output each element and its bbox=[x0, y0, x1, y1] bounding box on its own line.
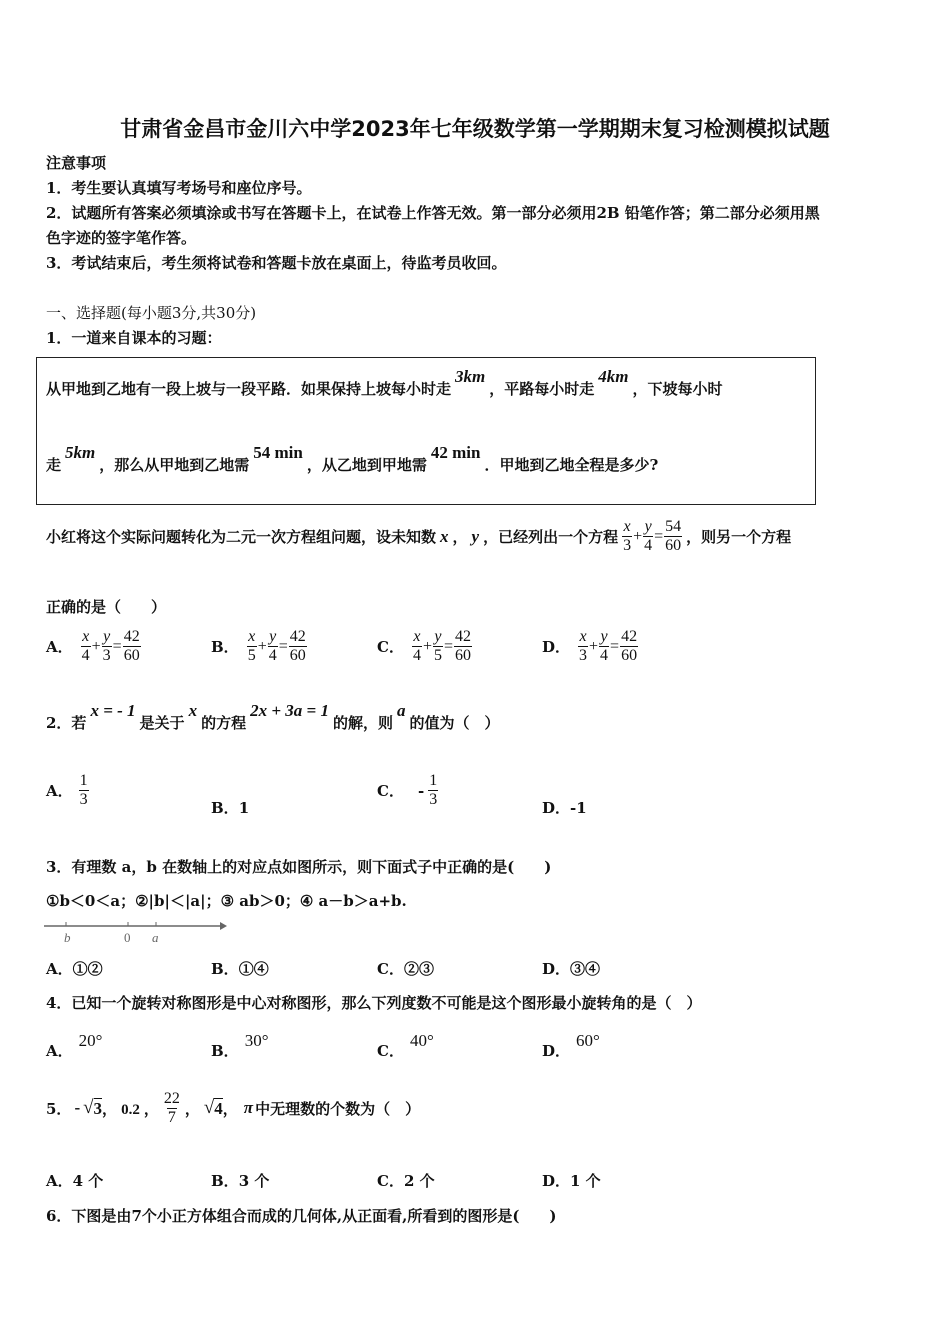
numerator: y bbox=[644, 518, 652, 535]
q3-option-a[interactable] bbox=[46, 958, 103, 979]
q2-option-a[interactable] bbox=[46, 772, 89, 809]
q1-option-d[interactable] bbox=[542, 628, 638, 665]
option-text: 3 个 bbox=[238, 1172, 270, 1190]
denominator: 60 bbox=[665, 537, 682, 554]
option-text: 20° bbox=[78, 1031, 103, 1050]
option-label: A． bbox=[46, 1042, 73, 1060]
equals: = bbox=[443, 637, 454, 655]
fraction bbox=[454, 628, 472, 665]
numerator: y bbox=[269, 628, 277, 645]
math: 2x + 3a = 1 bbox=[250, 701, 329, 720]
numerator: 42 bbox=[123, 628, 140, 645]
exam-title: 甘肃省金昌市金川六中学2023年七年级数学第一学期期末复习检测模拟试题 bbox=[120, 117, 830, 141]
denominator: 60 bbox=[123, 647, 140, 664]
q1-box-line1 bbox=[46, 367, 723, 399]
option-label: A． bbox=[46, 638, 73, 656]
equals: = bbox=[610, 637, 620, 655]
option-text: ③④ bbox=[570, 960, 601, 978]
q2-option-b[interactable] bbox=[211, 797, 249, 818]
time-ba: 42 min bbox=[430, 443, 481, 462]
q4-option-b[interactable] bbox=[211, 1031, 269, 1061]
equals: = bbox=[278, 637, 288, 655]
option-text: ①② bbox=[72, 960, 103, 978]
text: 的方程 bbox=[201, 714, 247, 732]
q1-option-b[interactable] bbox=[211, 628, 307, 665]
option-label: D． bbox=[542, 1172, 571, 1190]
q4-option-c[interactable] bbox=[377, 1031, 434, 1061]
option-label: D． bbox=[542, 960, 571, 978]
question-number: 5． bbox=[46, 1099, 72, 1118]
numerator: 42 bbox=[455, 628, 472, 645]
var-x: x bbox=[440, 526, 449, 546]
fraction bbox=[643, 518, 653, 555]
pi-symbol: π bbox=[243, 1098, 254, 1117]
denominator: 4 bbox=[600, 647, 609, 664]
option-label: B． bbox=[211, 1042, 239, 1060]
fraction bbox=[268, 628, 278, 665]
plus: + bbox=[422, 637, 432, 655]
option-label: D． bbox=[542, 799, 571, 817]
option-label: D． bbox=[542, 1042, 571, 1060]
q5-stem bbox=[46, 1086, 420, 1130]
section-heading: 一、选择题(每小题3分,共30分) bbox=[46, 304, 257, 322]
comma: ， bbox=[143, 1099, 159, 1118]
fraction bbox=[578, 628, 588, 665]
q5-option-d[interactable] bbox=[542, 1170, 601, 1191]
denominator: 5 bbox=[433, 647, 442, 664]
numerator: x bbox=[248, 628, 256, 645]
text: 小红将这个实际问题转化为二元一次方程组问题，设未知数 bbox=[46, 528, 437, 546]
q3-option-b[interactable] bbox=[211, 958, 269, 979]
text: ．甲地到乙地全程是多少? bbox=[484, 456, 659, 474]
q5-option-a[interactable] bbox=[46, 1170, 103, 1191]
speed-up: 3km bbox=[455, 367, 486, 386]
fraction bbox=[664, 518, 682, 555]
fraction bbox=[620, 628, 638, 665]
q5-option-c[interactable] bbox=[377, 1170, 435, 1191]
text: ，则另一个方程 bbox=[686, 528, 792, 546]
denominator: 60 bbox=[289, 647, 306, 664]
option-label: C． bbox=[377, 1042, 404, 1060]
minus-sign: - bbox=[74, 1098, 81, 1117]
fraction bbox=[412, 628, 422, 665]
denominator: 4 bbox=[412, 647, 421, 664]
denominator: 3 bbox=[623, 537, 632, 554]
option-text: 30° bbox=[244, 1031, 269, 1050]
q3-stem: 3．有理数 a，b 在数轴上的对应点如图所示，则下面式子中正确的是( ) bbox=[46, 858, 552, 876]
plus: + bbox=[589, 637, 599, 655]
option-text: 2 个 bbox=[403, 1172, 435, 1190]
text: ， bbox=[452, 528, 468, 546]
numerator: y bbox=[434, 628, 442, 645]
fraction bbox=[81, 628, 91, 665]
numerator: y bbox=[600, 628, 608, 645]
denominator: 60 bbox=[621, 647, 638, 664]
equation bbox=[578, 628, 638, 665]
fraction bbox=[599, 628, 609, 665]
given-equation bbox=[622, 518, 682, 555]
option-text: 1 个 bbox=[570, 1172, 601, 1190]
denominator: 3 bbox=[79, 791, 88, 808]
numerator: 42 bbox=[621, 628, 638, 645]
option-label: A． bbox=[46, 782, 73, 800]
fraction bbox=[428, 772, 438, 809]
numerator: 1 bbox=[429, 772, 438, 789]
option-label: C． bbox=[377, 638, 404, 656]
text: 走 bbox=[46, 456, 62, 474]
q6-stem: 6．下图是由7个小正方体组合而成的几何体,从正面看,所看到的图形是( ) bbox=[46, 1207, 557, 1225]
option-label: C． bbox=[377, 1172, 404, 1190]
option-label: A． bbox=[46, 1172, 73, 1190]
q1-stem: 1．一道来自课本的习题： bbox=[46, 329, 222, 347]
plus: + bbox=[91, 637, 101, 655]
notice-heading: 注意事项 bbox=[46, 154, 107, 172]
math: a bbox=[396, 701, 406, 720]
numerator: x bbox=[82, 628, 90, 645]
text: 2．若 bbox=[46, 714, 87, 732]
notice-item: 3．考试结束后，考生须将试卷和答题卡放在桌面上，待监考员收回。 bbox=[46, 254, 507, 272]
q2-stem bbox=[46, 701, 500, 733]
q1-option-c[interactable] bbox=[377, 628, 472, 665]
denominator: 3 bbox=[102, 647, 111, 664]
q1-box-line2 bbox=[46, 443, 659, 475]
option-text: ①④ bbox=[238, 960, 269, 978]
fraction bbox=[123, 628, 141, 665]
q1-line1 bbox=[46, 518, 791, 555]
numerator: x bbox=[579, 628, 587, 645]
radicand: 3 bbox=[93, 1098, 103, 1118]
option-label: B． bbox=[211, 1172, 239, 1190]
number-line bbox=[44, 918, 228, 944]
fraction bbox=[163, 1090, 181, 1127]
q4-stem: 4．已知一个旋转对称图形是中心对称图形，那么下列度数不可能是这个图形最小旋转角的是（ ） bbox=[46, 994, 702, 1012]
option-label: A． bbox=[46, 960, 73, 978]
option-text: 1 bbox=[238, 799, 250, 817]
equation bbox=[247, 628, 307, 665]
option-label: D． bbox=[542, 638, 571, 656]
var-y: y bbox=[471, 526, 480, 546]
radicand: 4 bbox=[214, 1098, 223, 1118]
option-text: ②③ bbox=[403, 960, 434, 978]
option-text: -1 bbox=[570, 799, 587, 817]
equals: = bbox=[654, 527, 664, 545]
q1-option-a[interactable] bbox=[46, 628, 141, 665]
denominator: 5 bbox=[247, 647, 256, 664]
numerator: 22 bbox=[163, 1089, 180, 1107]
plus: + bbox=[633, 527, 643, 545]
comma: ， bbox=[184, 1099, 200, 1118]
fraction bbox=[102, 628, 112, 665]
q2-option-d[interactable] bbox=[542, 797, 587, 818]
numerator: x bbox=[413, 628, 421, 645]
sqrt-icon: √ bbox=[83, 1097, 94, 1118]
text: ，那么从甲地到乙地需 bbox=[99, 456, 250, 474]
fraction bbox=[433, 628, 443, 665]
math: x bbox=[188, 701, 198, 720]
q5-option-b[interactable] bbox=[211, 1170, 269, 1191]
denominator: 7 bbox=[167, 1108, 176, 1126]
option-label: C． bbox=[377, 782, 404, 800]
notice-item: 2．试题所有答案必须填涂或书写在答题卡上，在试卷上作答无效。第一部分必须用2B 铅笔作答；第二部分必须用黑 bbox=[46, 204, 820, 222]
speed-down: 5km bbox=[65, 443, 96, 462]
text: 的值为（ ） bbox=[409, 714, 500, 732]
notice-item: 色字迹的签字笔作答。 bbox=[46, 229, 197, 247]
equation bbox=[81, 628, 141, 665]
text: ，从乙地到甲地需 bbox=[306, 456, 427, 474]
fraction bbox=[622, 518, 632, 555]
minus-sign: - bbox=[417, 781, 425, 800]
text: ，平路每小时走 bbox=[489, 380, 595, 398]
q1-line2: 正确的是（ ） bbox=[46, 598, 167, 616]
option-label: B． bbox=[211, 960, 239, 978]
option-label: C． bbox=[377, 960, 404, 978]
numerator: 1 bbox=[79, 772, 88, 789]
q3-option-c[interactable] bbox=[377, 958, 434, 979]
speed-flat: 4km bbox=[598, 367, 629, 386]
time-ab: 54 min bbox=[253, 443, 303, 462]
numerator: x bbox=[623, 518, 631, 535]
math: x = - 1 bbox=[90, 701, 136, 720]
notice-item: 1．考生要认真填写考场号和座位序号。 bbox=[46, 179, 312, 197]
q2-option-c[interactable] bbox=[377, 772, 438, 809]
axis-label-0: 0 bbox=[124, 930, 131, 944]
text: 是关于 bbox=[139, 714, 185, 732]
option-text: 4 个 bbox=[72, 1172, 104, 1190]
equals: = bbox=[112, 637, 122, 655]
denominator: 3 bbox=[579, 647, 588, 664]
comma: ， bbox=[102, 1099, 118, 1118]
option-label: B． bbox=[211, 799, 239, 817]
q3-option-d[interactable] bbox=[542, 958, 600, 979]
equation bbox=[412, 628, 472, 665]
option-label: B． bbox=[211, 638, 239, 656]
fraction bbox=[289, 628, 307, 665]
comma: ， bbox=[222, 1099, 238, 1118]
option-text: 40° bbox=[409, 1031, 434, 1050]
fraction bbox=[79, 772, 89, 809]
numerator: y bbox=[103, 628, 111, 645]
denominator: 4 bbox=[81, 647, 90, 664]
q3-statements: ①b＜0＜a；②|b|＜|a|；③ ab＞0；④ a－b＞a+b. bbox=[46, 892, 407, 910]
text: ，已经列出一个方程 bbox=[483, 528, 619, 546]
axis-label-b: b bbox=[64, 930, 71, 944]
text: 从甲地到乙地有一段上坡与一段平路．如果保持上坡每小时走 bbox=[46, 380, 452, 398]
denominator: 3 bbox=[429, 791, 438, 808]
denominator: 4 bbox=[644, 537, 653, 554]
numerator: 42 bbox=[289, 628, 306, 645]
sqrt-icon: √ bbox=[203, 1097, 215, 1118]
q4-option-a[interactable] bbox=[46, 1031, 103, 1061]
text: 的解，则 bbox=[332, 714, 393, 732]
text: 中无理数的个数为（ ） bbox=[255, 1099, 421, 1118]
axis-arrow-icon bbox=[220, 922, 227, 930]
text: ，下坡每小时 bbox=[632, 380, 723, 398]
plus: + bbox=[257, 637, 267, 655]
numerator: 54 bbox=[665, 518, 682, 535]
denominator: 60 bbox=[455, 647, 472, 664]
option-text: 60° bbox=[576, 1031, 600, 1050]
decimal: 0.2 bbox=[121, 1101, 140, 1118]
axis-label-a: a bbox=[152, 930, 159, 944]
q4-option-d[interactable] bbox=[542, 1031, 600, 1061]
fraction bbox=[247, 628, 257, 665]
denominator: 4 bbox=[268, 647, 277, 664]
